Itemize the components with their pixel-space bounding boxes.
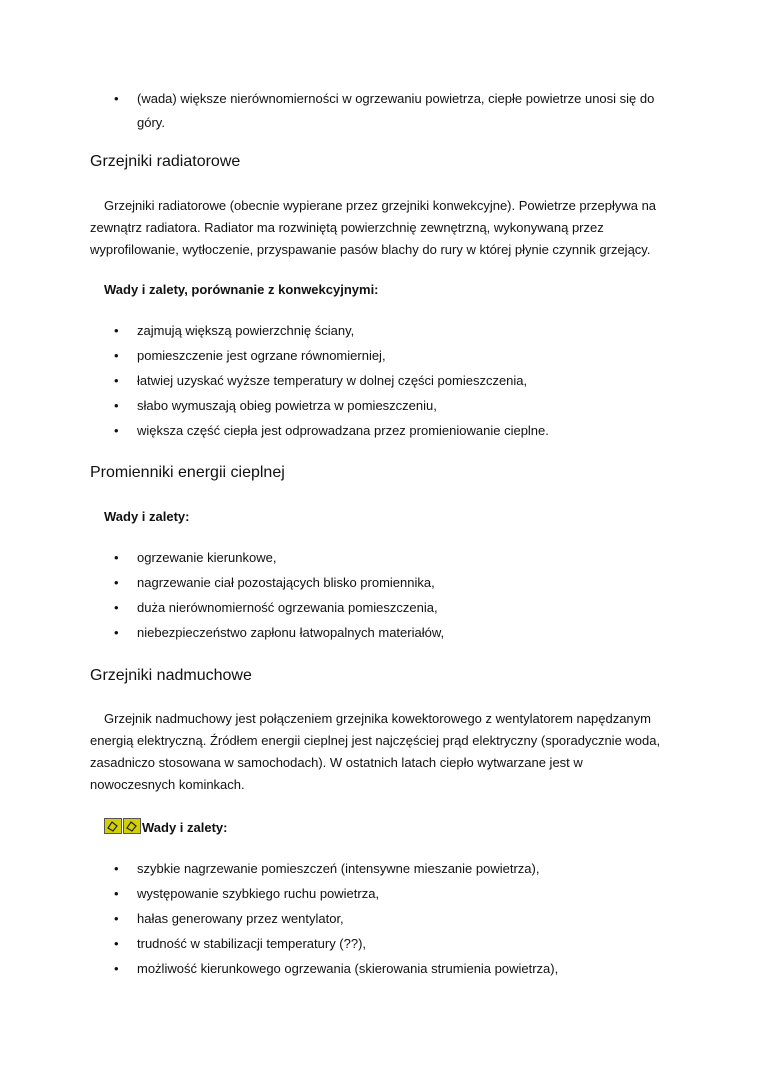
blower-subheading [104,818,227,835]
list-item-text: słabo wymuszają obieg powietrza w pomieszczeniu, [137,398,437,413]
list-item-text: (wada) większe nierównomierności w ogrzewaniu powietrza, ciepłe powietrze unosi się do góry. [137,91,655,130]
radiant-subheading: Wady i zalety: [104,509,190,524]
list-item [0,318,657,343]
list-item [0,595,657,620]
bullet-icon: • [114,373,119,388]
bullet-icon: • [114,348,119,363]
list-item [0,906,657,931]
bullet-icon: • [114,91,119,106]
bullet-icon: • [114,575,119,590]
list-item [0,931,657,956]
radiator-subheading: Wady i zalety, porównanie z konwekcyjnymi: [104,282,379,297]
section-heading-radiant: Promienniki energii cieplnej [90,464,285,481]
bullet-icon: • [114,398,119,413]
bullet-icon: • [114,423,119,438]
list-item [0,368,657,393]
radiant-bullet-list [0,545,760,645]
list-item [0,956,657,981]
section-heading-radiator: Grzejniki radiatorowe [90,153,241,170]
edit-marker-icon [104,818,142,834]
list-item-text: szybkie nagrzewanie pomieszczeń (intensywne mieszanie powietrza), [137,861,540,876]
list-item [0,856,657,881]
list-item [0,620,657,645]
radiator-paragraph [90,195,670,261]
blower-paragraph [90,708,670,796]
list-item-text: możliwość kierunkowego ogrzewania (skierowania strumienia powietrza), [137,961,559,976]
list-item-text: trudność w stabilizacji temperatury (??), [137,936,367,951]
list-item [0,881,657,906]
list-item-text: nagrzewanie ciał pozostających blisko promiennika, [137,575,435,590]
list-item-text: łatwiej uzyskać wyższe temperatury w dolnej części pomieszczenia, [137,373,528,388]
blower-bullet-list [0,856,760,981]
subheading-text: Wady i zalety: [142,820,228,835]
bullet-icon: • [114,323,119,338]
bullet-icon: • [114,600,119,615]
paragraph-text: Grzejniki radiatorowe (obecnie wypierane przez grzejniki konwekcyjne). Powietrze przepływa na zewnątrz radiatora. Radiator ma rozwiniętą powierzchnię zewnętrzną, wykonywaną przez wyprofilowanie, wytłoczenie, przyspawanie pasów blachy do rury w której płynie czynnik grzejący. [90,198,657,257]
list-item [0,418,657,443]
bullet-icon: • [114,936,119,951]
bullet-icon: • [114,886,119,901]
list-item [0,393,657,418]
list-item-text: zajmują większą powierzchnię ściany, [137,323,355,338]
list-item-text: ogrzewanie kierunkowe, [137,550,277,565]
list-item [0,87,657,135]
list-item-text: występowanie szybkiego ruchu powietrza, [137,886,380,901]
section-heading-blower: Grzejniki nadmuchowe [90,667,252,684]
bullet-icon: • [114,911,119,926]
list-item-text: duża nierównomierność ogrzewania pomieszczenia, [137,600,438,615]
list-item [0,545,657,570]
bullet-icon: • [114,550,119,565]
list-item-text: hałas generowany przez wentylator, [137,911,344,926]
radiator-bullet-list [0,318,760,443]
bullet-icon: • [114,861,119,876]
list-item-text: większa część ciepła jest odprowadzana przez promieniowanie cieplne. [137,423,549,438]
list-item-text: pomieszczenie jest ogrzane równomierniej, [137,348,386,363]
bullet-icon: • [114,961,119,976]
bullet-icon: • [114,625,119,640]
top-bullet-list [0,87,760,135]
list-item-text: niebezpieczeństwo zapłonu łatwopalnych materiałów, [137,625,445,640]
list-item [0,570,657,595]
paragraph-text: Grzejnik nadmuchowy jest połączeniem grzejnika kowektorowego z wentylatorem napędzanym energią elektryczną. Źródłem energii cieplnej jest najczęściej prąd elektryczny (sporadycznie woda, zasadniczo stosowana w samochodach). W ostatnich latach ciepło wytwarzane jest w nowoczesnych kominkach. [90,711,661,792]
list-item [0,343,657,368]
